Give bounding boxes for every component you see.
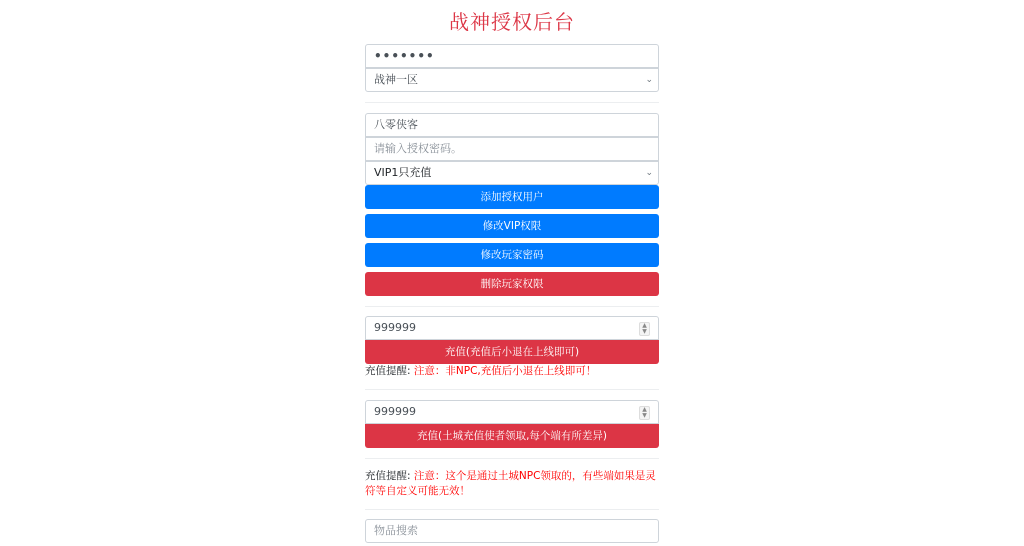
notice-text: 注意：这个是通过土城NPC领取的，有些端如果是灵符等自定义可能无效！ xyxy=(365,470,656,497)
npc-recharge-amount-value: 999999 xyxy=(374,405,416,418)
password-value: ••••••• xyxy=(374,49,435,63)
divider xyxy=(365,458,659,459)
notice-label: 充值提醒: xyxy=(365,365,414,377)
recharge-notice xyxy=(365,364,659,379)
divider xyxy=(365,389,659,390)
chevron-down-icon: ⌄ xyxy=(645,75,653,85)
add-user-button[interactable]: 添加授权用户 xyxy=(365,185,659,209)
vip-select-value: VIP1只充值 xyxy=(374,166,432,179)
item-search-placeholder: 物品搜索 xyxy=(374,524,418,537)
page-title: 战神授权后台 xyxy=(449,10,575,34)
divider xyxy=(365,509,659,510)
username-value: 八零侠客 xyxy=(374,118,418,131)
divider xyxy=(365,102,659,103)
modify-password-button[interactable]: 修改玩家密码 xyxy=(365,243,659,267)
chevron-down-icon: ⌄ xyxy=(645,168,653,178)
modify-vip-button[interactable]: 修改VIP权限 xyxy=(365,214,659,238)
username-input[interactable] xyxy=(365,113,659,137)
divider xyxy=(365,306,659,307)
auth-password-placeholder: 请输入授权密码。 xyxy=(374,142,462,155)
npc-recharge-amount-input[interactable] xyxy=(365,400,659,424)
npc-recharge-notice xyxy=(365,469,659,499)
recharge-button[interactable]: 充值(充值后小退在上线即可) xyxy=(365,340,659,364)
server-select-value: 战神一区 xyxy=(374,73,418,86)
recharge-amount-value: 999999 xyxy=(374,321,416,334)
item-search-input[interactable] xyxy=(365,519,659,543)
auth-password-input[interactable] xyxy=(365,137,659,161)
npc-recharge-button[interactable]: 充值(土城充值使者领取,每个端有所差异) xyxy=(365,424,659,448)
vip-select[interactable] xyxy=(365,161,659,185)
notice-label: 充值提醒: xyxy=(365,470,414,482)
login-password-input[interactable] xyxy=(365,44,659,68)
spinner-icon[interactable]: ▲ ▼ xyxy=(639,406,650,420)
spinner-icon[interactable]: ▲ ▼ xyxy=(639,322,650,336)
recharge-amount-input[interactable] xyxy=(365,316,659,340)
delete-permission-button[interactable]: 删除玩家权限 xyxy=(365,272,659,296)
notice-text: 注意：非NPC,充值后小退在上线即可！ xyxy=(413,365,597,377)
server-select[interactable] xyxy=(365,68,659,92)
